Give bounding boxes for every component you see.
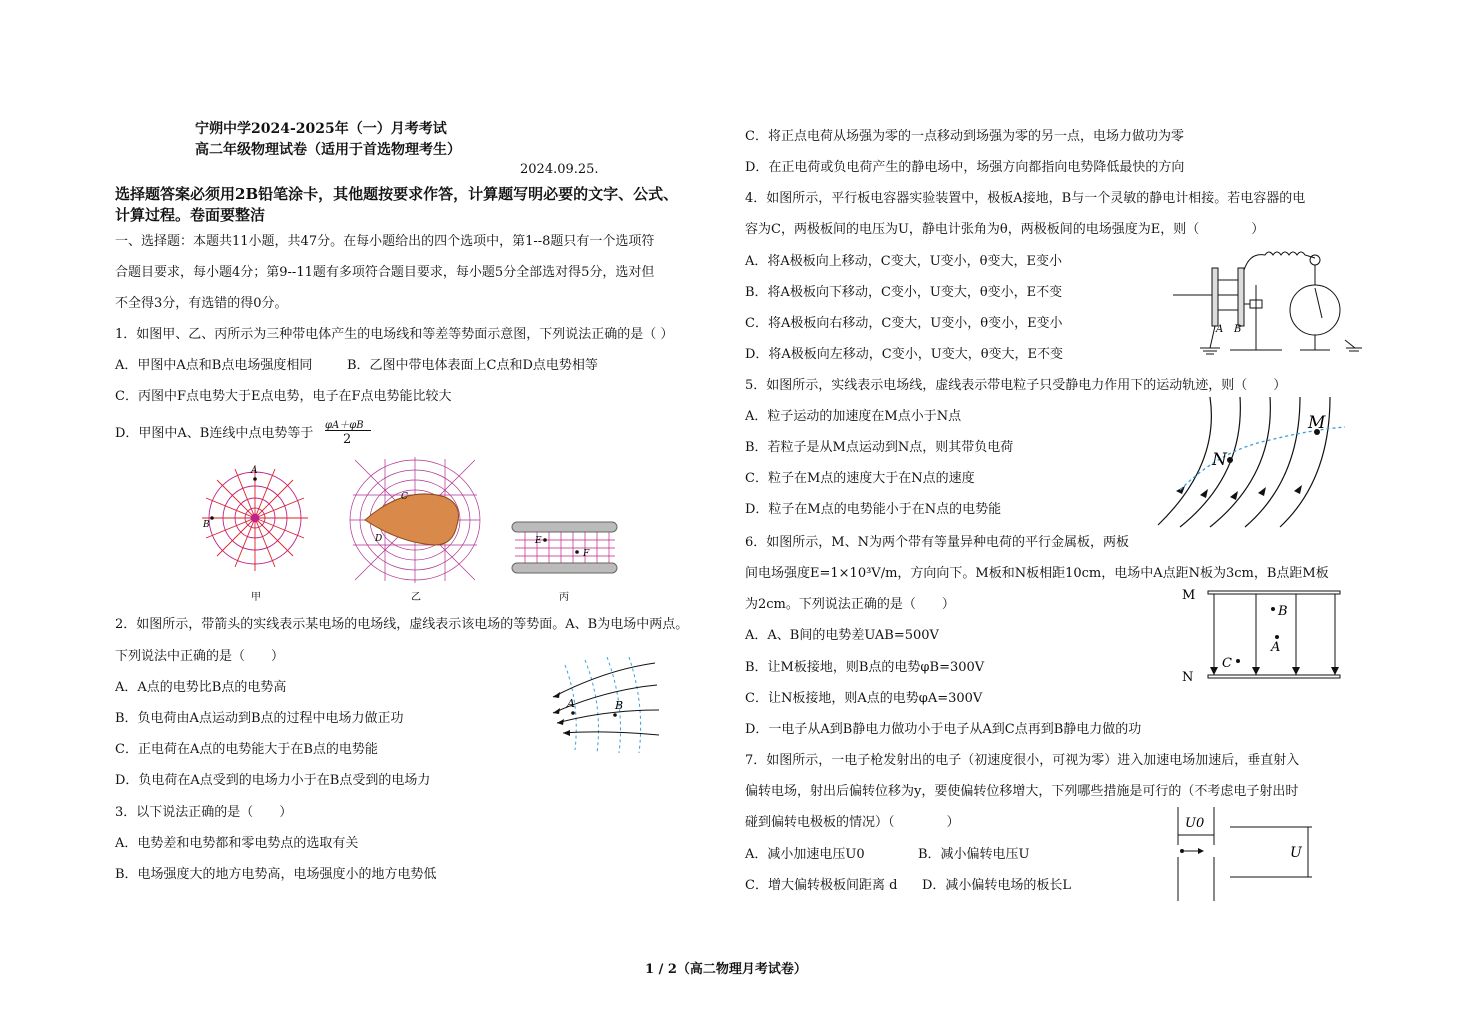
q3-option-c: C．将正点电荷从场强为零的一点移动到场强为零的另一点，电场力做功为零 <box>745 129 1184 144</box>
notice-line-1: 选择题答案必须用2B铅笔涂卡，其他题按要求作答，计算题写明必要的文字、公式、 <box>115 185 679 203</box>
q7-option-c: C．增大偏转极板间距离 d <box>745 878 898 893</box>
q1-option-a: A．甲图中A点和B点电场强度相同 <box>115 358 313 373</box>
q7-stem: 7．如图所示，一电子枪发射出的电子（初速度很小，可视为零）进入加速电场加速后，垂直射入 <box>745 753 1300 768</box>
q2-option-d: D．负电荷在A点受到的电场力小于在B点受到的电场力 <box>115 773 431 788</box>
q6-label-a: A <box>1271 640 1281 655</box>
q6-label-b: B <box>1278 604 1288 619</box>
q2-stem: 2．如图所示，带箭头的实线表示某电场的电场线，虚线表示该电场的等势面。A、B为电场中两点。 <box>115 617 689 632</box>
q1-field-figures <box>195 455 645 603</box>
q6-point-b-dot <box>1271 607 1275 611</box>
exam-title-grade: 高二年级物理试卷（适用于首选物理考生） <box>195 142 461 158</box>
label-a: A <box>251 466 258 476</box>
q2-label-a: A <box>567 697 575 710</box>
q4-option-d: D．将A极板向左移动，C变小，U变大，θ变大，E不变 <box>745 347 1064 362</box>
q4-option-b: B．将A极板向下移动，C变小，U变大，θ变小，E不变 <box>745 285 1063 300</box>
q7-option-b: B．减小偏转电压U <box>918 847 1030 862</box>
q6-stem-3: 为2cm。下列说法正确的是（ ） <box>745 597 955 612</box>
q2-option-c: C．正电荷在A点的电势能大于在B点的电势能 <box>115 742 378 757</box>
q6-plates-figure <box>1180 585 1345 685</box>
caption-jia: 甲 <box>251 592 261 603</box>
q1-option-b: B．乙图中带电体表面上C点和D点电势相等 <box>347 358 598 373</box>
q4-label-a: A <box>1216 324 1224 335</box>
label-c: C <box>401 492 408 502</box>
q6-stem: 6．如图所示，M、N为两个带有等量异种电荷的平行金属板，两板 <box>745 535 1129 550</box>
q1-stem: 1．如图甲、乙、丙所示为三种带电体产生的电场线和等差等势面示意图，下列说法正确的是（ ） <box>115 327 674 342</box>
caption-yi: 乙 <box>411 592 421 603</box>
caption-bing: 丙 <box>559 592 569 603</box>
figure-jia <box>202 465 308 571</box>
figure-bing <box>512 522 617 573</box>
q4-label-b: B <box>1234 324 1242 335</box>
q6-option-b: B．让M板接地，则B点的电势φB=300V <box>745 660 985 675</box>
exam-title-school: 宁朔中学2024-2025年（一）月考考试 <box>195 121 447 137</box>
q7-electron-gun-figure <box>1170 805 1330 905</box>
q7-option-a: A．减小加速电压U0 <box>745 847 865 862</box>
section-instructions-2: 合题目要求，每小题4分；第9--11题有多项符合题目要求，每小题5分全部选对得5分，选对但 <box>115 265 655 280</box>
q5-point-n-dot <box>1227 457 1233 463</box>
q5-option-d: D．粒子在M点的电势能小于在N点的电势能 <box>745 502 1002 517</box>
q3-option-b: B．电场强度大的地方电势高，电场强度小的地方电势低 <box>115 867 437 882</box>
q6-option-a: A．A、B间的电势差UAB=500V <box>745 628 939 643</box>
q6-label-c: C <box>1222 656 1232 671</box>
q7-label-u: U <box>1290 845 1302 861</box>
q1-option-d: D．甲图中A、B连线中点电势等于 <box>115 426 314 441</box>
q2-point-b-dot <box>613 713 617 717</box>
q2-stem-2: 下列说法中正确的是（ ） <box>115 649 285 664</box>
q6-point-a-dot <box>1275 635 1279 639</box>
q3-option-a: A．电势差和电势都和零电势点的选取有关 <box>115 836 359 851</box>
q1-fraction-numerator: φA＋φB <box>325 420 364 431</box>
label-d: D <box>375 534 383 544</box>
label-e: E <box>535 536 542 546</box>
q1-option-c: C．丙图中F点电势大于E点电势，电子在F点电势能比较大 <box>115 389 452 404</box>
q4-stem: 4．如图所示，平行板电容器实验装置中，极板A接地，B与一个灵敏的静电计相接。若电容器的电 <box>745 191 1306 206</box>
q5-label-n: N <box>1212 450 1227 470</box>
q2-option-b: B．负电荷由A点运动到B点的过程中电场力做正功 <box>115 711 404 726</box>
q4-option-c: C．将A极板向右移动，C变大，U变小，θ变小，E变小 <box>745 316 1063 331</box>
q1-fraction-denominator: 2 <box>343 432 352 447</box>
q6-option-c: C．让N板接地，则A点的电势φA=300V <box>745 691 983 706</box>
q2-option-a: A．A点的电势比B点的电势高 <box>115 680 287 695</box>
q3-stem: 3．以下说法正确的是（ ） <box>115 805 293 820</box>
section-instructions-3: 不全得3分，有选错的得0分。 <box>115 296 288 311</box>
electron-dot <box>1180 849 1184 853</box>
q2-point-a-dot <box>571 711 575 715</box>
point-b-dot <box>210 516 214 520</box>
q4-option-a: A．将A极板向上移动，C变大，U变小，θ变大，E变小 <box>745 254 1062 269</box>
q2-label-b: B <box>615 699 624 712</box>
q1-fraction-bar <box>325 430 371 431</box>
q6-option-d: D．一电子从A到B静电力做功小于电子从A到C点再到B静电力做的功 <box>745 722 1142 737</box>
q7-label-u0: U0 <box>1185 816 1205 831</box>
q7-option-d: D．减小偏转电场的板长L <box>922 878 1072 893</box>
exam-date: 2024.09.25. <box>520 162 599 177</box>
q4-capacitor-figure <box>1170 240 1365 360</box>
q4-stem-2: 容为C，两极板间的电压为U，静电计张角为θ，两极板间的电场强度为E，则（ ） <box>745 222 1265 237</box>
q6-point-c-dot <box>1236 659 1240 663</box>
q6-stem-2: 间电场强度E=1×10³V/m，方向向下。M板和N板相距10cm，电场中A点距N板为3cm，B点距M板 <box>745 566 1329 581</box>
section-instructions-1: 一、选择题：本题共11小题，共47分。在每小题给出的四个选项中，第1--8题只有一个选项符 <box>115 234 655 249</box>
q5-option-b: B．若粒子是从M点运动到N点，则其带负电荷 <box>745 440 1014 455</box>
q5-label-m: M <box>1308 413 1326 433</box>
q5-option-c: C．粒子在M点的速度大于在N点的速度 <box>745 471 975 486</box>
q6-label-m: M <box>1182 588 1196 603</box>
page-footer: 1 / 2（高二物理月考试卷） <box>645 962 807 977</box>
q6-label-n: N <box>1182 670 1194 685</box>
q3-option-d: D．在正电荷或负电荷产生的静电场中，场强方向都指向电势降低最快的方向 <box>745 160 1185 175</box>
point-a-dot <box>253 477 257 481</box>
q5-trajectory-figure <box>1150 395 1350 530</box>
label-f: F <box>583 549 590 559</box>
point-e-dot <box>543 538 547 542</box>
q7-stem-3: 碰到偏转电极板的情况）（ ） <box>745 815 960 830</box>
point-f-dot <box>575 550 579 554</box>
label-b: B <box>203 520 210 530</box>
q2-field-figure <box>545 655 665 755</box>
q5-stem: 5．如图所示，实线表示电场线，虚线表示带电粒子只受静电力作用下的运动轨迹，则（ ） <box>745 378 1287 393</box>
q5-option-a: A．粒子运动的加速度在M点小于N点 <box>745 409 962 424</box>
q7-stem-2: 偏转电场，射出后偏转位移为y，要使偏转位移增大，下列哪些措施是可行的（不考虑电子射出时 <box>745 784 1299 799</box>
notice-line-2: 计算过程。卷面要整洁 <box>115 206 266 224</box>
